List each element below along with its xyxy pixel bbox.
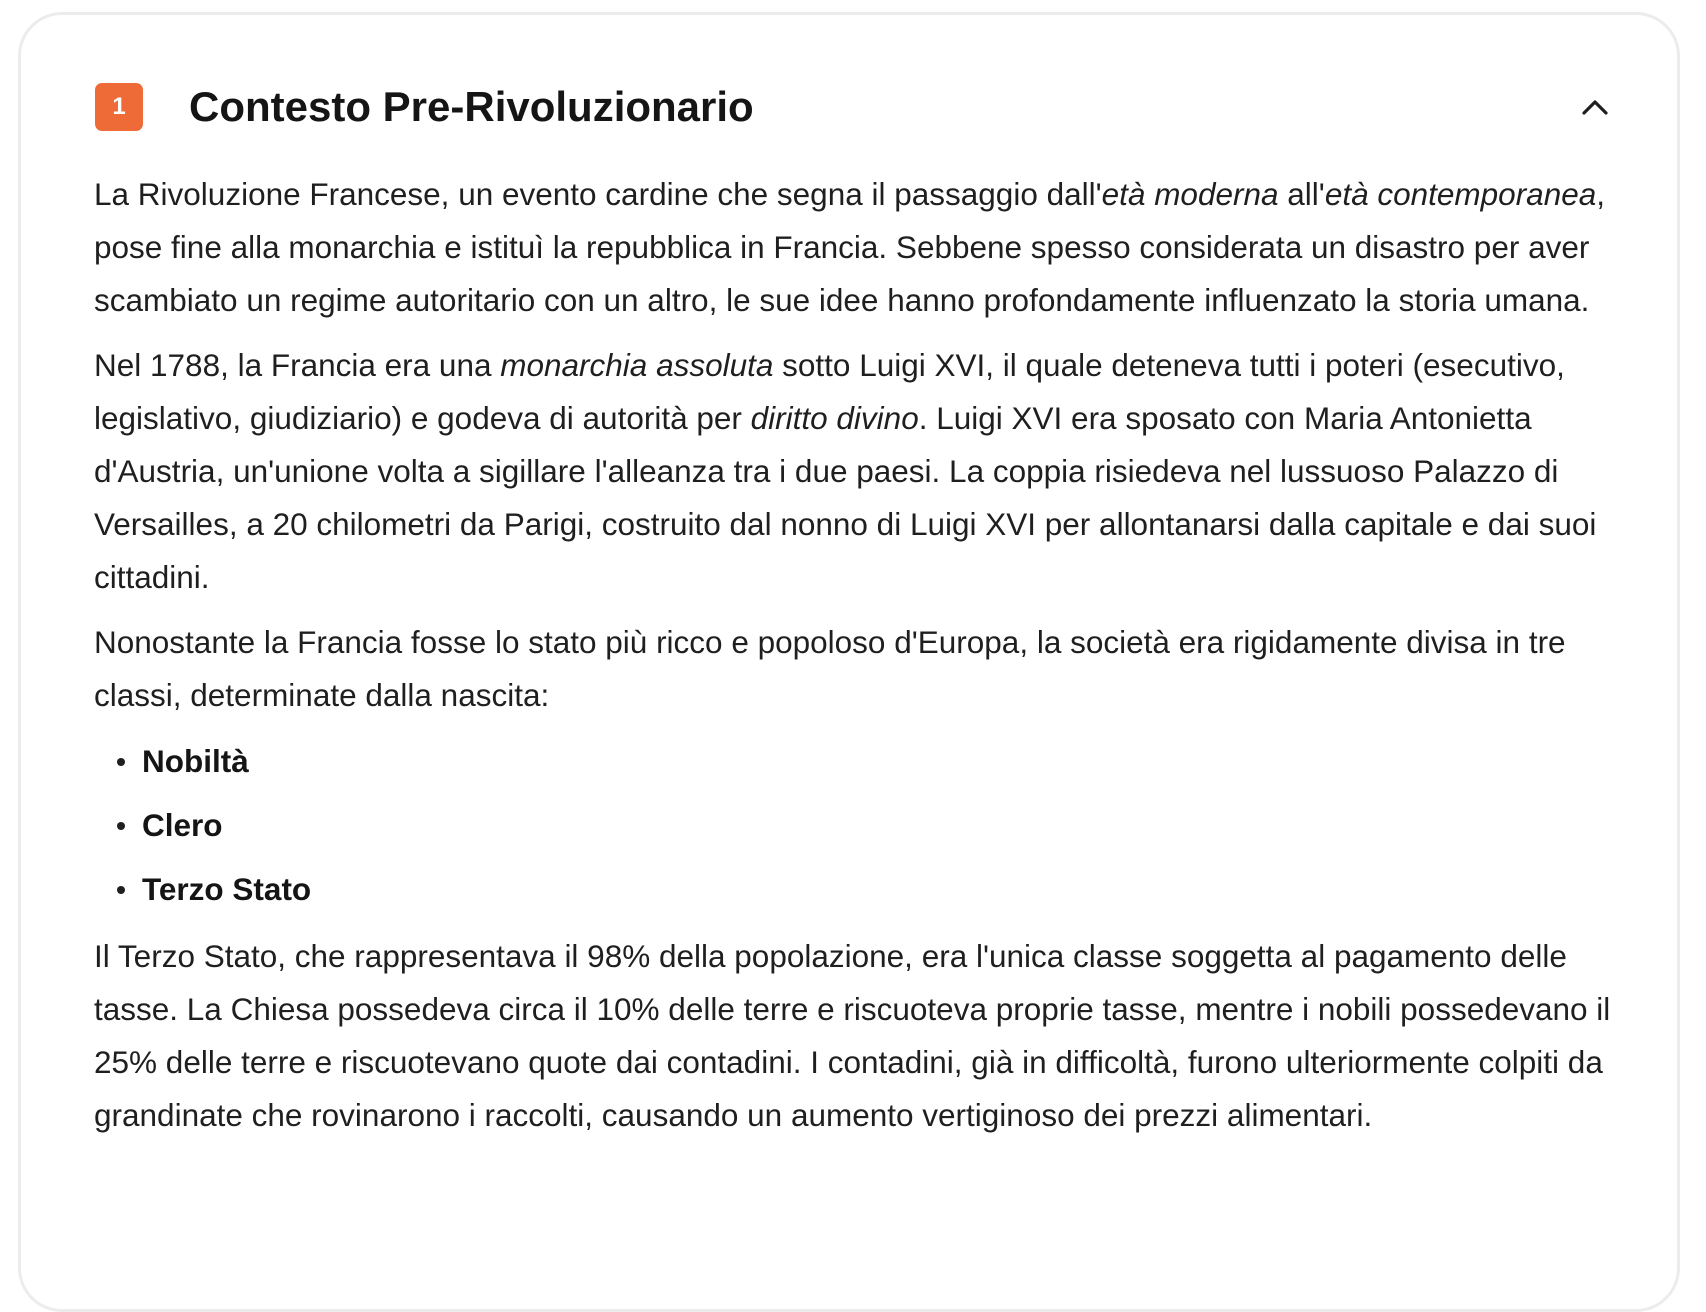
paragraph-society: Nonostante la Francia fosse lo stato più ricco e popoloso d'Europa, la società era rigidamente divisa in tre classi, determinate dalla nascita: [94, 624, 1566, 713]
list-item-clergy: Clero [142, 798, 1624, 852]
section-title: Contesto Pre-Rivoluzionario [189, 83, 754, 130]
text-segment: . Luigi XVI era sposato con Maria Antonietta d'Austria, un'unione volta a sigillare l'alleanza tra i due paesi. La coppia risiedeva nel lussuoso Palazzo di Versailles, a 20 chilometri da Parigi, costruito dal nonno di Luigi XVI per allontanarsi dalla capitale e dai suoi cittadini. [94, 400, 1597, 595]
section-content [94, 168, 1624, 1154]
text-segment: all' [1278, 176, 1325, 212]
paragraph-taxes: Il Terzo Stato, che rappresentava il 98% della popolazione, era l'unica classe soggetta al pagamento delle tasse. La Chiesa possedeva circa il 10% delle terre e riscuoteva proprie tasse, mentre i nobili possedevano il 25% delle terre e riscuotevano quote dai contadini. I contadini, già in difficoltà, furono ulteriormente colpiti da grandinate che rovinarono i raccolti, causando un aumento vertiginoso dei prezzi alimentari. [94, 938, 1611, 1133]
emphasis-text: diritto divino [750, 400, 919, 436]
section-header[interactable] [95, 67, 1615, 147]
list-item-nobility: Nobiltà [142, 734, 1624, 788]
text-segment: La Rivoluzione Francese, un evento cardine che segna il passaggio dall' [94, 176, 1102, 212]
text-segment: , pose fine alla monarchia e istituì la repubblica in Francia. Sebbene spesso considerata un disastro per aver scambiato un regime autoritario con un altro, le sue idee hanno profondamente influenzato la storia umana. [94, 176, 1606, 318]
emphasis-text: età contemporanea [1324, 176, 1597, 212]
section-number-badge: 1 [95, 83, 143, 131]
chevron-up-icon [1580, 97, 1610, 117]
paragraph-intro [94, 168, 1624, 327]
social-classes-list [94, 734, 1624, 916]
emphasis-text: monarchia assoluta [500, 347, 774, 383]
list-item-third-estate: Terzo Stato [142, 862, 1624, 916]
emphasis-text: età moderna [1101, 176, 1279, 212]
text-segment: Nel 1788, la Francia era una [94, 347, 501, 383]
text-segment: sotto Luigi XVI, il quale deteneva tutti i poteri (esecutivo, legislativo, giudiziario) e godeva di autorità per [94, 347, 1565, 436]
paragraph-monarchy [94, 339, 1624, 604]
collapse-toggle-button[interactable] [1575, 87, 1615, 127]
